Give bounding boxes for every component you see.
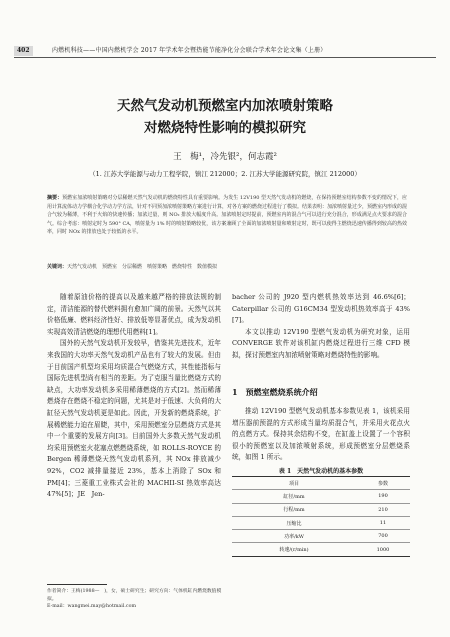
section-heading: 1 预燃室燃烧系统介绍 (232, 387, 318, 397)
table-cell: 11 (356, 516, 410, 529)
journal-title: 内燃机科技——中国内燃机学会 2017 年学术年会暨热能节能净化分会联合学术年会论文集（上册） (52, 47, 327, 54)
table-cell: 缸径/mm (232, 490, 356, 503)
table-row (232, 503, 410, 516)
running-header (14, 46, 436, 58)
section-body (232, 406, 410, 464)
table-row (232, 543, 410, 556)
paragraph: 推动 12V190 型燃气发动机基本参数见表 1，该机采用增压器前预混的方式形成当量均质混合气，并采用火花点火的点燃方式。保持其余结构不变，在缸盖上设置了一个容积很小的预燃室以及加浓喷射系统，形成预燃室分层燃烧系统，如图 1 所示。 (232, 407, 410, 462)
author-info: 作者简介：王梅(1988— )，女，硕士研究生；研究方向：气体机缸内燃烧数值模拟。 (47, 589, 222, 602)
page-number: 402 (14, 46, 33, 56)
paper-title-line-2: 对燃烧特性影响的模拟研究 (144, 120, 306, 136)
table-cell: 功率/kW (232, 530, 356, 543)
table-cell: 210 (356, 503, 410, 516)
body-right-column (232, 292, 410, 362)
engine-parameter-table (232, 476, 410, 557)
table-cell: 700 (356, 530, 410, 543)
abstract-text: 预燃室加浓喷射策略对分层稀燃天然气发动机的燃烧特性具有重要影响。为发生 12V190 型天然气发动机的燃烧，在保持预燃室结构参数不变的情况下，应用计算流体动力学耦合化学动力学方法，针对不同预加浓喷射策略方案进行计算，对各方案的燃烧过程进行了模拟。结果表明：加浓喷射量过少，预燃室内形成的混合气较为稀薄，不利于火焰的快速传播；加浓过量，则 NO₂ 排放大幅度升高。加浓喷射定时提前，预燃室内的混合气可以进行充分混合，形成满足点火要求的混合气。综合考虑：喷射定时为 590° CA，喷射量为 1% 时的喷射策略较优，该方案兼顾了全面的加浓喷射量和喷射定时，既可以使得主燃烧迅速传播得到较高的热效率，同时 NOx 的排放也处于较低的水平。 (47, 195, 408, 236)
keywords-text: 天然气发动机 预燃室 分层稀燃 喷射策略 燃烧特性 数值模拟 (67, 264, 218, 270)
paper-title-line-1: 天然气发动机预燃室内加浓喷射策略 (117, 98, 333, 114)
table-cell: 压缩比 (232, 516, 356, 529)
body-left-column (47, 292, 221, 501)
authors: 王 梅¹，冷先银²，何志霞² (173, 152, 277, 162)
table-cell: 转速/(r/min) (232, 543, 356, 556)
footnote-divider (47, 584, 107, 585)
table-header-row (232, 477, 410, 490)
paragraph: 本文以推动 12V190 型燃气发动机为研究对象，运用 CONVERGE 软件对该机缸内燃烧过程进行三维 CFD 模拟，探讨预燃室内加浓喷射策略对燃烧特性的影响。 (232, 327, 410, 359)
affiliation: （1. 江苏大学能源与动力工程学院，镇江 212000；2. 江苏大学能源研究院，镇江 212000） (89, 170, 361, 178)
abstract (47, 194, 407, 237)
table-row (232, 490, 410, 503)
table-caption: 表 1 天然气发动机的基本参数 (278, 468, 364, 475)
paragraph: 随着原油价格的提高以及越来越严格的排放法规的制定，清洁能源的替代燃料拥有愈加广阔的前景。天然气以其价格低廉、燃料经济性好、排放低等显著优点，成为发动机实现高效清洁燃烧的理想代用燃料[1]。 (47, 293, 221, 336)
table-header-cell: 参数 (356, 477, 410, 490)
table-row (232, 530, 410, 543)
paragraph: 国外的天然气发动机开发较早，借鉴其先进技术，近年来我国的大功率天然气发动机产品也有了较大的发展。但由于目前国产机型均采用均质混合气燃烧方式，其性能指标与国际先进机型尚有相当的差距。为了克服当量比燃烧方式的缺点，大功率发动机多采用稀薄燃烧的方式[2]。然而稀薄燃烧存在燃烧不稳定的问题，尤其是对于低速、大负荷的大缸径天然气发动机更是如此。因此，开发新的燃烧系统，扩展稀燃能力迫在眉睫，其中，采用预燃室分层燃烧方式是其中一个重要的发展方向[3]。目前国外大多数天然气发动机均采用预燃室火花塞点燃燃烧系统，如 ROLLS-ROYCE 的 Bergen 稀薄燃烧天然气发动机系列，其 NOx 排放减少 92%，CO2 减排量接近 23%，基本上消除了 SOx 和 PM[4]；三菱重工业株式会社的 MACHII-SI 热效率高达 47%[5]；JE Jen- (47, 339, 221, 499)
keywords-label: 关键词： (47, 264, 68, 270)
abstract-label: 摘要： (47, 195, 63, 201)
paragraph: bacher 公司的 J920 型内燃机热效率达到 46.6%[6]；Caterpillar 公司的 G16CM34 型发动机热效率高于 43%[7]。 (232, 293, 410, 325)
table-header-cell: 项目 (232, 477, 356, 490)
table-cell: 行程/mm (232, 503, 356, 516)
keywords (47, 263, 407, 270)
table-cell: 190 (356, 490, 410, 503)
table-cell: 1000 (356, 543, 410, 556)
author-email: E-mail：wangmei.may@hotmail.com (47, 604, 137, 609)
footnote (47, 588, 227, 611)
table-row (232, 516, 410, 529)
